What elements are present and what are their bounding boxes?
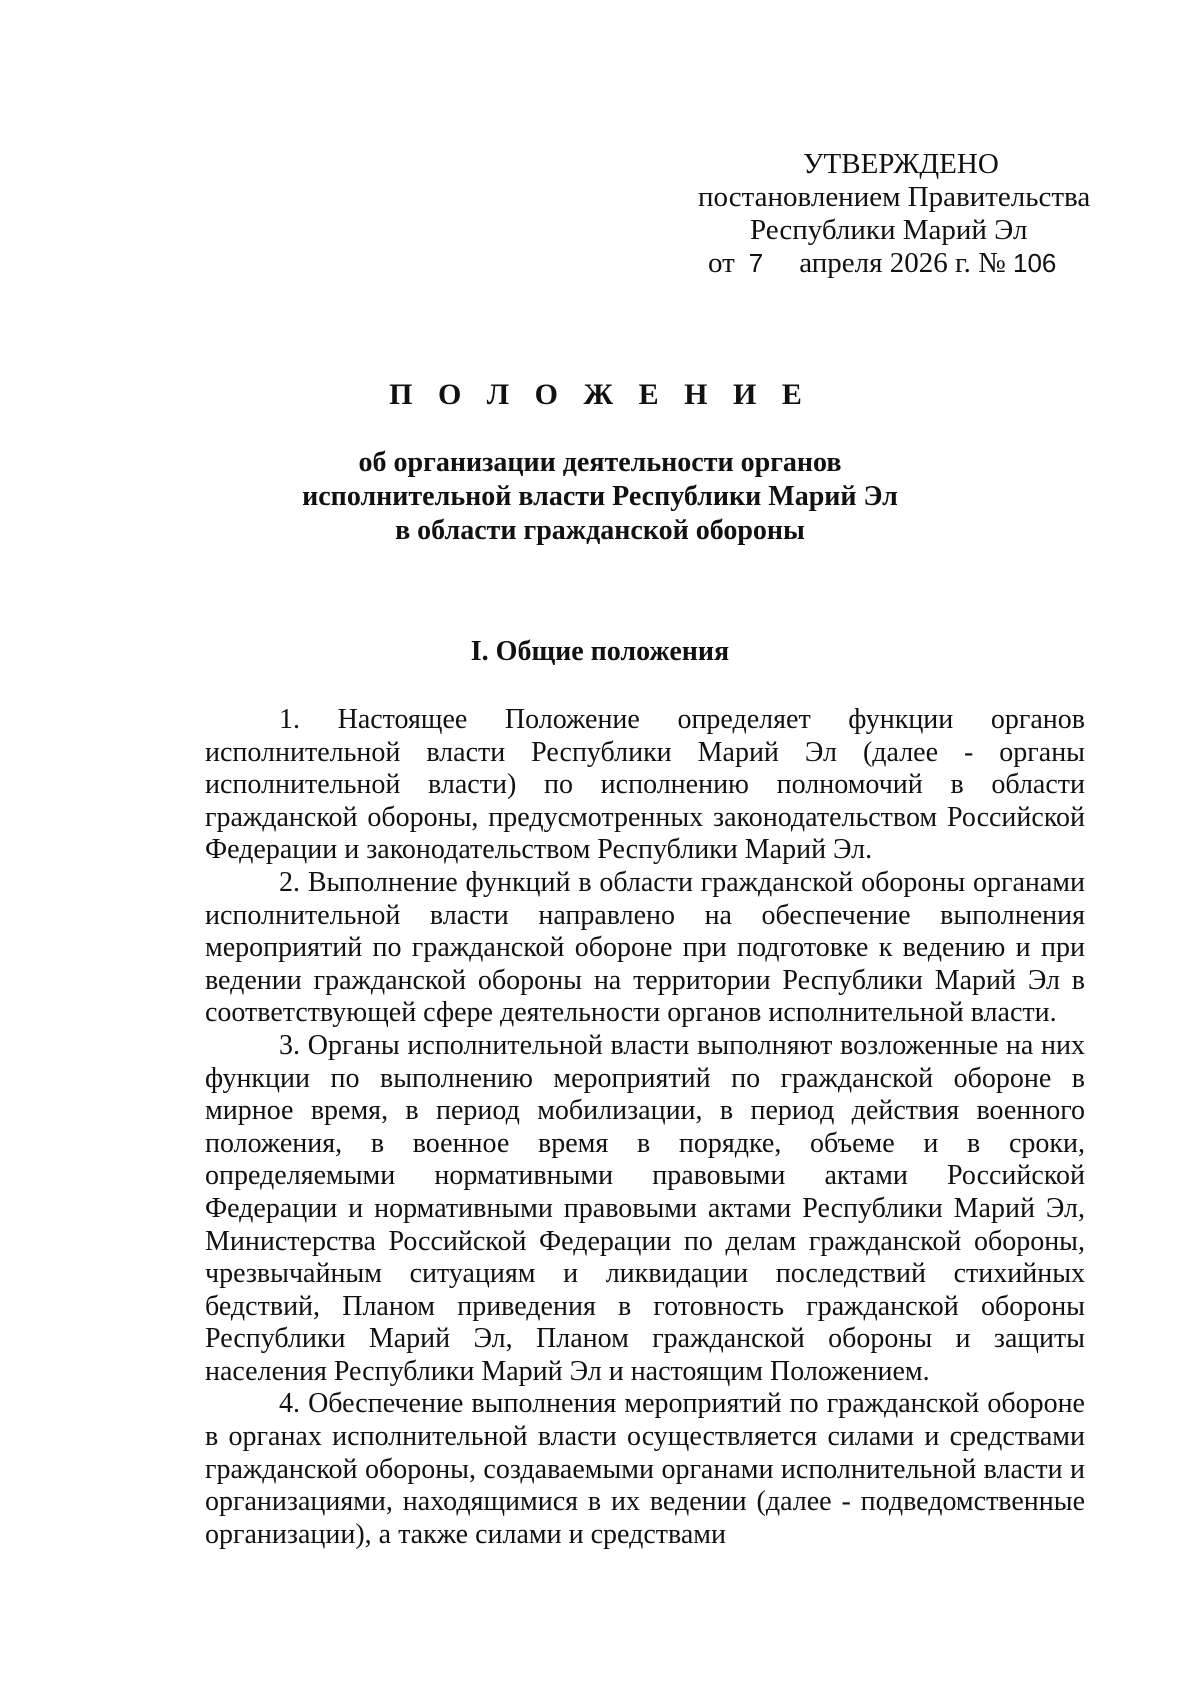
- document-subtitle: [0, 446, 1200, 548]
- approval-stamp: [698, 148, 1098, 280]
- approval-date-rest: апреля 2026 г. №: [799, 247, 1006, 279]
- subtitle-line: исполнительной власти Республики Марий Эл: [302, 481, 898, 512]
- approval-date-prefix: от: [708, 247, 735, 279]
- paragraph-2: 2. Выполнение функций в области гражданской обороны органами исполнительной власти направлено на обеспечение выполнения мероприятий по гражданской обороне при подготовке к ведению и при ведении гражданской обороны на территории Республики Марий Эл в соответствующей сфере деятельности органов исполнительной власти.: [205, 866, 1085, 1029]
- paragraph-4: 4. Обеспечение выполнения мероприятий по гражданской обороне в органах исполнительной власти осуществляется силами и средствами гражданской обороны, создаваемыми органами исполнительной власти и организациями, находящимися в их ведении (далее - подведомственные организации), а также силами и средствами: [205, 1388, 1085, 1550]
- approval-number: 106: [1013, 248, 1057, 278]
- subtitle-line: в области гражданской обороны: [395, 515, 805, 546]
- approval-date-day: 7: [748, 248, 764, 278]
- section-body: [205, 704, 1085, 1551]
- subtitle-line: об организации деятельности органов: [358, 447, 842, 478]
- approval-region: Республики Марий Эл: [750, 214, 1028, 246]
- document-title: П О Л О Ж Е Н И Е: [389, 378, 811, 411]
- paragraph-1: 1. Настоящее Положение определяет функции органов исполнительной власти Республики Марий Эл (далее - органы исполнительной власти) по исполнению полномочий в области гражданской обороны, предусмотренных законодательством Российской Федерации и законодательством Республики Марий Эл.: [205, 704, 1085, 866]
- approval-authority: постановлением Правительства: [698, 181, 1091, 213]
- section-heading: I. Общие положения: [470, 636, 730, 667]
- paragraph-3: 3. Органы исполнительной власти выполняют возложенные на них функции по выполнению мероприятий по гражданской обороне в мирное время, в период мобилизации, в период действия военного положения, в военное время в порядке, объеме и в сроки, определяемыми нормативными правовыми актами Российской Федерации и нормативными правовыми актами Республики Марий Эл, Министерства Российской Федерации по делам гражданской обороны, чрезвычайным ситуациям и ликвидации последствий стихийных бедствий, Планом приведения в готовность гражданской обороны Республики Марий Эл, Планом гражданской обороны и защиты населения Республики Марий Эл и настоящим Положением.: [205, 1029, 1085, 1387]
- approval-date-line: [698, 247, 1098, 280]
- approval-label: УТВЕРЖДЕНО: [803, 148, 999, 180]
